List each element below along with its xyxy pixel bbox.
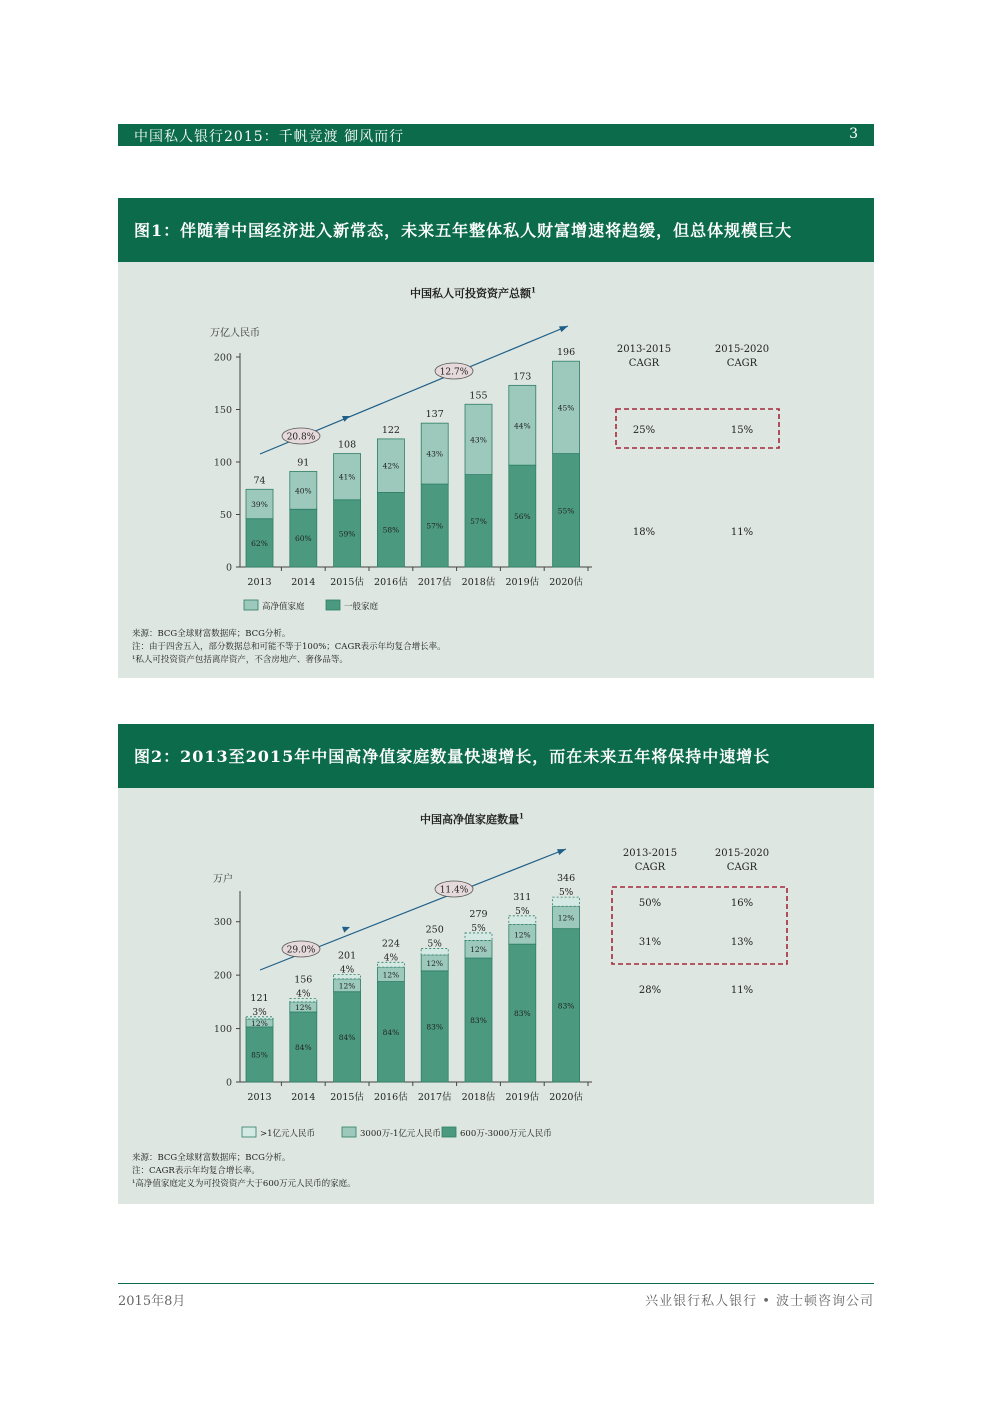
- y-tick-label: 300: [213, 917, 232, 929]
- cagr-value: 18%: [632, 527, 656, 538]
- data-label: 84%: [294, 1043, 312, 1053]
- legend-swatch: [442, 1127, 456, 1137]
- data-label: 4%: [383, 953, 399, 964]
- arrow-head: [342, 927, 350, 933]
- cagr-ellipse-label: 20.8%: [286, 432, 316, 443]
- x-tick-label: 2019估: [505, 577, 540, 588]
- data-label: 12%: [513, 930, 531, 940]
- cagr-header: 2013-2015: [622, 848, 678, 859]
- data-label: 84%: [338, 1032, 356, 1042]
- legend-label: 一般家庭: [344, 602, 379, 612]
- report-title: 中国私人银行2015：千帆竞渡 御风而行: [134, 129, 405, 145]
- footer-divider: [118, 1283, 874, 1284]
- y-tick-label: 100: [213, 1024, 232, 1036]
- total-label: 122: [381, 424, 400, 436]
- cagr-header: CAGR: [628, 358, 660, 369]
- data-label: 12%: [382, 970, 400, 980]
- total-label: 196: [557, 347, 576, 359]
- total-label: 74: [253, 475, 266, 487]
- bar-segment: [509, 916, 536, 925]
- legend-label: 600万-3000万元人民币: [460, 1129, 552, 1139]
- figure-1-chart: [118, 198, 874, 678]
- legend-swatch: [242, 1127, 256, 1137]
- total-label: 173: [513, 371, 532, 383]
- data-label: 85%: [251, 1050, 268, 1060]
- x-tick-label: 2018估: [461, 577, 496, 588]
- data-label: 43%: [426, 449, 444, 459]
- total-label: 311: [513, 891, 532, 903]
- cagr-header: CAGR: [726, 358, 758, 369]
- y-tick-label: 0: [225, 562, 232, 574]
- total-label: 250: [425, 924, 444, 936]
- note-source: 来源：BCG全球财富数据库；BCG分析。: [132, 1153, 291, 1163]
- note-footnote: ¹私人可投资资产包括离岸资产，不含房地产、奢侈品等。: [132, 655, 348, 665]
- header-bar: [118, 124, 874, 146]
- x-tick-label: 2019估: [505, 1092, 540, 1103]
- x-tick-label: 2016估: [374, 1092, 408, 1103]
- arrow-head: [559, 326, 568, 332]
- note-source: 来源：BCG全球财富数据库；BCG分析。: [132, 629, 291, 639]
- cagr-value: 11%: [730, 527, 754, 538]
- x-tick-label: 2015估: [330, 1092, 364, 1103]
- x-tick-label: 2014: [291, 1092, 316, 1103]
- arrow-head: [342, 416, 350, 422]
- cagr-value: 13%: [730, 937, 754, 948]
- arrow-head: [557, 849, 566, 855]
- cagr-header: CAGR: [726, 862, 758, 873]
- data-label: 43%: [470, 435, 487, 445]
- figure-2-chart: [118, 724, 874, 1204]
- data-label: 57%: [426, 521, 444, 531]
- cagr-value: 11%: [730, 985, 754, 996]
- data-label: 55%: [557, 506, 575, 516]
- y-tick-label: 200: [213, 352, 232, 364]
- data-label: 40%: [294, 486, 312, 496]
- x-tick-label: 2013: [247, 1092, 272, 1103]
- data-label: 83%: [557, 1001, 575, 1011]
- data-label: 44%: [513, 421, 531, 431]
- y-tick-label: 0: [225, 1077, 232, 1089]
- x-tick-label: 2017估: [417, 1092, 452, 1103]
- data-label: 42%: [382, 461, 400, 471]
- bar-segment: [553, 897, 580, 906]
- x-tick-label: 2013: [247, 577, 272, 588]
- data-label: 12%: [338, 981, 356, 991]
- data-label: 5%: [471, 923, 486, 934]
- cagr-value: 31%: [638, 937, 662, 948]
- legend-swatch: [244, 600, 258, 610]
- cagr-value: 15%: [730, 425, 754, 436]
- x-tick-label: 2020估: [549, 1092, 583, 1103]
- figure-1-chart-title: 中国私人可投资资产总额$^1$: [410, 285, 536, 300]
- note-footnote: ¹高净值家庭定义为可投资资产大于600万元人民币的家庭。: [132, 1179, 356, 1189]
- cagr-ellipse-label: 29.0%: [286, 945, 316, 956]
- data-label: 41%: [338, 472, 356, 482]
- x-tick-label: 2017估: [417, 577, 452, 588]
- data-label: 39%: [251, 500, 268, 509]
- y-tick-label: 50: [219, 510, 232, 521]
- cagr-header: CAGR: [634, 862, 666, 873]
- x-tick-label: 2020估: [549, 577, 583, 588]
- total-label: 156: [294, 974, 313, 986]
- figure-2: [118, 724, 874, 1204]
- y-axis-label: 万户: [213, 874, 233, 885]
- data-label: 56%: [513, 512, 531, 522]
- data-label: 83%: [426, 1022, 444, 1032]
- page-number: 3: [849, 126, 858, 142]
- x-tick-label: 2014: [291, 577, 316, 588]
- x-tick-label: 2018估: [461, 1092, 496, 1103]
- x-tick-label: 2015估: [330, 577, 364, 588]
- cagr-value: 16%: [730, 898, 754, 909]
- y-tick-label: 100: [213, 457, 232, 469]
- data-label: 60%: [294, 534, 312, 544]
- total-label: 279: [469, 908, 488, 920]
- total-label: 155: [469, 390, 488, 402]
- total-label: 121: [250, 992, 269, 1004]
- legend-label: 3000万-1亿元人民币: [360, 1129, 441, 1139]
- data-label: 4%: [296, 989, 311, 1000]
- data-label: 12%: [557, 913, 575, 923]
- cagr-value: 28%: [638, 985, 662, 996]
- legend-label: >1亿元人民币: [260, 1129, 316, 1139]
- data-label: 5%: [427, 939, 442, 950]
- data-label: 58%: [382, 525, 400, 535]
- data-label: 4%: [339, 965, 355, 976]
- data-label: 59%: [338, 529, 356, 539]
- y-tick-label: 150: [213, 405, 232, 416]
- legend-label: 高净值家庭: [262, 602, 305, 612]
- cagr-header: 2015-2020: [714, 344, 770, 355]
- cagr-value: 50%: [638, 898, 662, 909]
- cagr-header: 2015-2020: [714, 848, 770, 859]
- footer-date: 2015年8月: [118, 1294, 186, 1309]
- legend-swatch: [342, 1127, 356, 1137]
- data-label: 3%: [252, 1007, 267, 1018]
- total-label: 346: [557, 873, 576, 885]
- total-label: 108: [338, 439, 357, 451]
- data-label: 83%: [513, 1009, 531, 1019]
- cagr-header: 2013-2015: [616, 344, 672, 355]
- figure-2-title: 图2：2013至2015年中国高净值家庭数量快速增长，而在未来五年将保持中速增长: [134, 747, 771, 766]
- total-label: 137: [425, 409, 444, 421]
- cagr-ellipse-label: 11.4%: [439, 885, 469, 896]
- data-label: 12%: [470, 945, 487, 955]
- y-tick-label: 200: [213, 970, 232, 982]
- data-label: 57%: [470, 516, 487, 526]
- cagr-value: 25%: [632, 425, 656, 436]
- note-remark: 注：由于四舍五入，部分数据总和可能不等于100%；CAGR表示年均复合增长率。: [132, 642, 446, 652]
- bar-segment: [465, 933, 492, 940]
- y-axis-label: 万亿人民币: [210, 328, 260, 339]
- figure-2-chart-title: 中国高净值家庭数量$^1$: [420, 811, 524, 826]
- data-label: 45%: [557, 403, 575, 413]
- data-label: 12%: [426, 958, 444, 968]
- total-label: 91: [297, 457, 310, 469]
- figure-2-notes: [132, 1152, 356, 1191]
- footer-org: 兴业银行私人银行 • 波士顿咨询公司: [645, 1294, 874, 1309]
- data-label: 5%: [515, 906, 530, 917]
- total-label: 224: [381, 938, 400, 950]
- data-label: 62%: [251, 538, 268, 548]
- data-label: 84%: [382, 1027, 400, 1037]
- data-label: 5%: [558, 888, 574, 899]
- x-tick-label: 2016估: [374, 577, 408, 588]
- cagr-ellipse-label: 12.7%: [439, 367, 469, 378]
- figure-1-title: 图1：伴随着中国经济进入新常态，未来五年整体私人财富增速将趋缓，但总体规模巨大: [134, 221, 793, 240]
- legend-swatch: [326, 600, 340, 610]
- figure-1-notes: [132, 628, 446, 667]
- data-label: 83%: [470, 1016, 487, 1026]
- data-label: 12%: [251, 1018, 268, 1028]
- total-label: 201: [338, 950, 357, 962]
- note-remark: 注：CAGR表示年均复合增长率。: [132, 1166, 260, 1176]
- data-label: 12%: [294, 1002, 312, 1012]
- figure-1: [118, 198, 874, 678]
